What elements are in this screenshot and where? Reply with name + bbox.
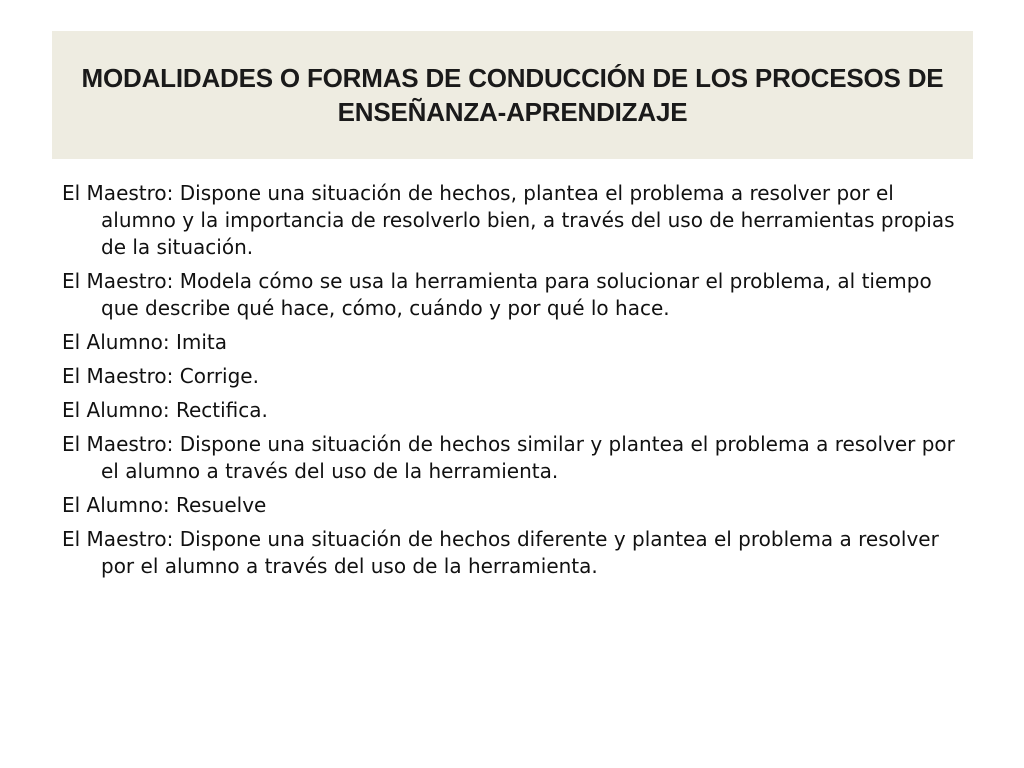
paragraph: El Maestro: Dispone una situación de hechos diferente y plantea el problema a resolver por el alumno a través del uso de la herramienta. [62,527,939,578]
paragraph: El Maestro: Corrige. [62,364,259,388]
paragraph: El Maestro: Dispone una situación de hechos, plantea el problema a resolver por el alumno y la importancia de resolverlo bien, a través del uso de herramientas propias de la situación. [62,181,955,259]
title-box [52,31,973,159]
slide-body [62,180,967,587]
paragraph: El Maestro: Modela cómo se usa la herramienta para solucionar el problema, al tiempo que describe qué hace, cómo, cuándo y por qué lo hace. [62,269,932,320]
paragraph: El Maestro: Dispone una situación de hechos similar y plantea el problema a resolver por el alumno a través del uso de la herramienta. [62,432,955,483]
paragraph: El Alumno: Rectifica. [62,398,268,422]
slide-title: MODALIDADES O FORMAS DE CONDUCCIÓN DE LOS PROCESOS DE ENSEÑANZA-APRENDIZAJE [81,63,944,127]
paragraph: El Alumno: Imita [62,330,227,354]
paragraph: El Alumno: Resuelve [62,493,267,517]
